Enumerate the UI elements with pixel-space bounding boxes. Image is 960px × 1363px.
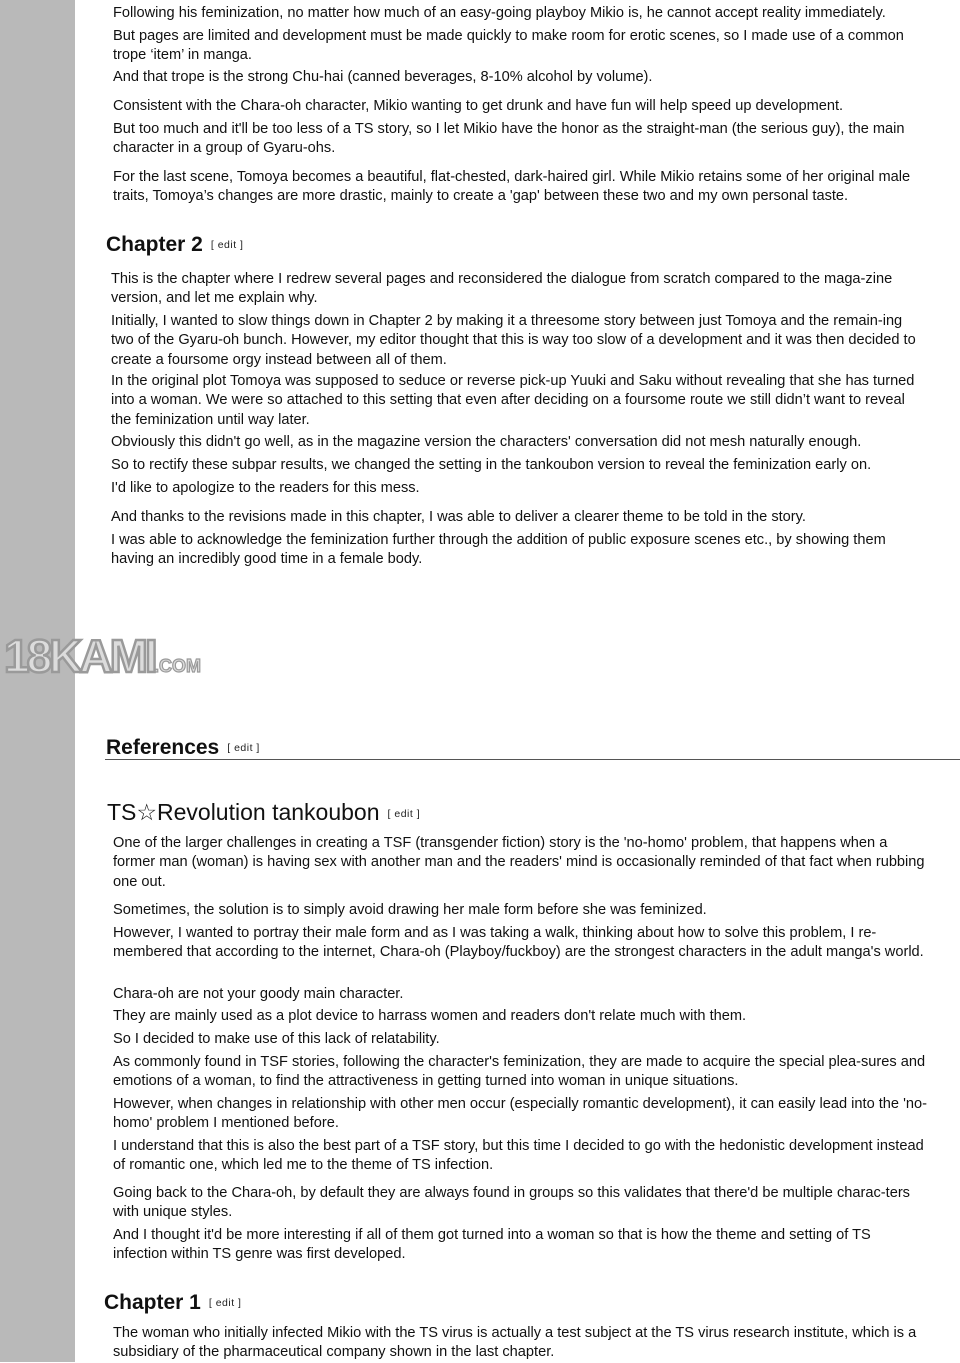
paragraph: Going back to the Chara-oh, by default they are always found in groups so this validates that there'd be multiple charac-ters with unique styles. [113, 1185, 910, 1221]
paragraph: So to rectify these subpar results, we changed the setting in the tankoubon version to reveal the feminization early on. [111, 457, 872, 473]
edit-link[interactable]: [ edit ] [208, 1297, 242, 1310]
paragraph: Following his feminization, no matter how much of an easy-going playboy Mikio is, he cannot accept reality immediately. [113, 5, 886, 21]
watermark-text: 18KAMI [4, 630, 155, 678]
paragraph: I'd like to apologize to the readers for this mess. [111, 480, 420, 496]
paragraph: This is the chapter where I redrew several pages and reconsidered the dialogue from scratch compared to the maga-zine version, and let me explain why. [111, 271, 893, 307]
heading-text: Chapter 2 [106, 233, 203, 256]
paragraph: I understand that this is also the best part of a TSF story, but this time I decided to go with the hedonistic development instead of romantic one, which led me to the theme of TS infection. [113, 1138, 924, 1174]
paragraph: So I decided to make use of this lack of relatability. [113, 1031, 440, 1047]
watermark-suffix: .COM [154, 656, 201, 676]
edit-link[interactable]: [ edit ] [227, 742, 260, 755]
paragraph: Obviously this didn't go well, as in the magazine version the characters' conversation did not mesh naturally enough. [111, 434, 862, 450]
paragraph: For the last scene, Tomoya becomes a beautiful, flat-chested, dark-haired girl. While Mikio retains some of her original male traits, Tomoya’s changes are more drastic, mainly to create a 'gap' between these two and my own personal taste. [113, 169, 911, 205]
heading-text: Chapter 1 [104, 1291, 201, 1314]
paragraph: Consistent with the Chara-oh character, Mikio wanting to get drunk and have fun will help speed up development. [113, 98, 844, 114]
paragraph: I was able to acknowledge the feminization further through the addition of public exposure scenes etc., by showing them having an incredibly good time in a female body. [111, 532, 886, 568]
paragraph: And thanks to the revisions made in this chapter, I was able to deliver a clearer theme to be told in the story. [111, 509, 806, 525]
paragraph: As commonly found in TSF stories, following the character's feminization, they are made to acquire the special plea-sures and emotions of a woman, to find the attractiveness in getting turned into woman in unique situations. [113, 1054, 926, 1090]
paragraph: They are mainly used as a plot device to harrass women and readers don't relate much with them. [113, 1008, 747, 1024]
edit-link[interactable]: [ edit ] [387, 807, 421, 820]
paragraph: However, when changes in relationship with other men occur (especially romantic development), it can easily lead into the 'no-homo' problem I mentioned before. [113, 1096, 927, 1132]
paragraph: And that trope is the strong Chu-hai (canned beverages, 8-10% alcohol by volume). [113, 69, 653, 85]
chapter-2-heading [106, 232, 243, 258]
tankoubon-heading [107, 798, 420, 828]
references-heading [106, 735, 260, 761]
heading-text: TS☆Revolution tankoubon [107, 799, 380, 825]
paragraph: In the original plot Tomoya was supposed to seduce or reverse pick-up Yuuki and Saku without revealing that she has turned into a woman. We were so attached to this setting that even after deciding on a foursome route we still didn’t want to reveal the feminization until way later. [111, 373, 915, 428]
paragraph: Initially, I wanted to slow things down in Chapter 2 by making it a threesome story between just Tomoya and the remain-ing two of the Gyaru-oh bunch. However, my editor thought that this is way too slow of a development and it was then decided to create a foursome orgy instead between all of them. [111, 313, 916, 368]
paragraph: One of the larger challenges in creating a TSF (transgender fiction) story is the 'no-homo' problem, that happens when a former man (woman) is having sex with another man and the readers' mind is occasionally reminded of that fact when rubbing one out. [113, 835, 925, 890]
chapter-1-heading [104, 1290, 241, 1316]
heading-text: References [106, 736, 220, 759]
section-divider [105, 759, 960, 760]
edit-link[interactable]: [ edit ] [210, 239, 244, 252]
paragraph: But pages are limited and development must be made quickly to make room for erotic scenes, so I made use of a common trope ‘item’ in manga. [113, 28, 904, 64]
paragraph: Chara-oh are not your goody main character. [113, 986, 404, 1002]
paragraph: Sometimes, the solution is to simply avoid drawing her male form before she was feminized. [113, 902, 707, 918]
site-watermark-logo [2, 630, 202, 678]
paragraph: However, I wanted to portray their male form and as I was taking a walk, thinking about how to solve this problem, I re-membered that according to the internet, Chara-oh (Playboy/fuckboy) are the strongest characters in the adult manga's world. [113, 925, 924, 961]
paragraph: But too much and it'll be too less of a TS story, so I let Mikio have the honor as the straight-man (the serious guy), the main character in a group of Gyaru-ohs. [113, 121, 905, 157]
paragraph: And I thought it'd be more interesting if all of them got turned into a woman so that is how the theme and setting of TS infection within TS genre was first developed. [113, 1227, 871, 1263]
paragraph: The woman who initially infected Mikio with the TS virus is actually a test subject at the TS virus research institute, which is a subsidiary of the pharmaceutical company shown in the last chapter. [113, 1325, 917, 1361]
